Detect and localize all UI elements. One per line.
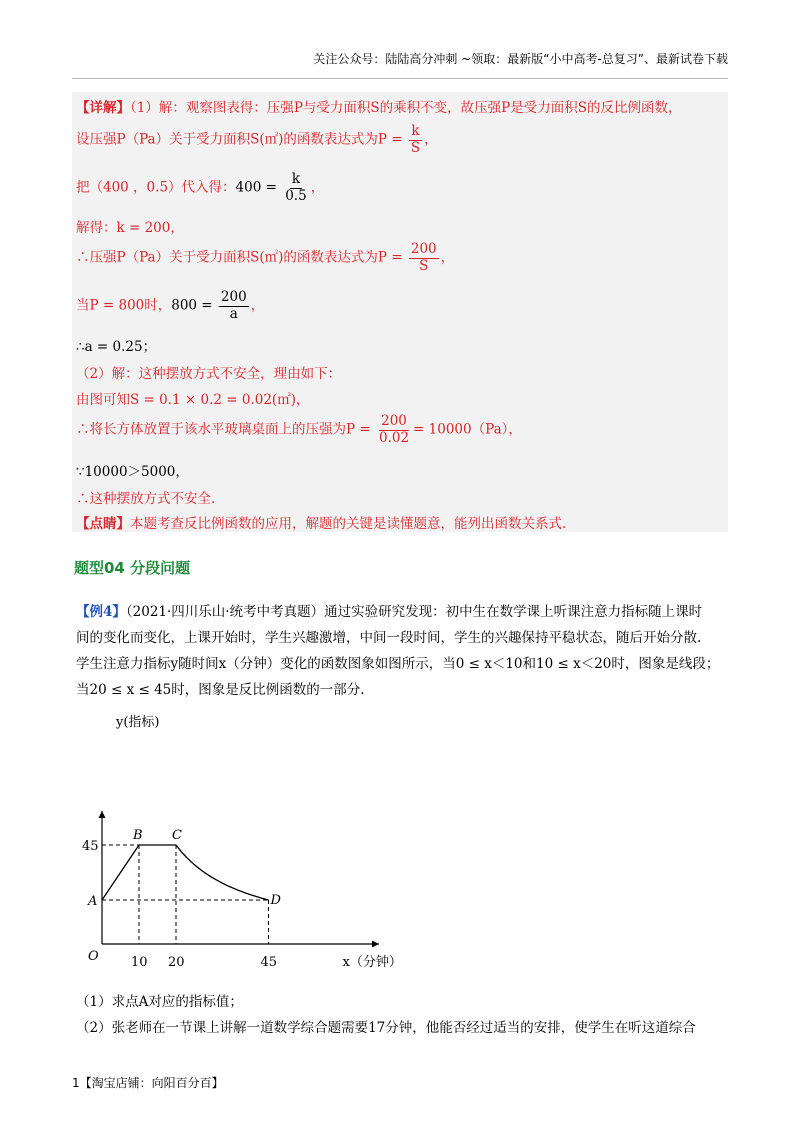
point-label-a: A [88, 894, 98, 909]
x-tick-20: 20 [168, 955, 185, 970]
l2-text: 设压强P（Pa）关于受力面积S(㎡)的函数表达式为P = [76, 131, 403, 148]
x-axis-label: x（分钟） [342, 955, 402, 970]
point-label-c: C [172, 828, 182, 843]
frac-num: 200 [410, 241, 437, 257]
l3-text: 把（400 ，0.5）代入得： [76, 179, 236, 196]
solution-line-8: （2）解：这种摆放方式不安全，理由如下： [76, 366, 342, 382]
curve-cd [176, 845, 269, 900]
fraction-k-over-05 [283, 172, 308, 204]
l5-end: ， [440, 249, 455, 266]
frac-den: 0.5 [285, 187, 307, 204]
question-1: （1）求点A对应的指标值； [76, 994, 243, 1010]
example-para-2: 间的变化而变化，上课开始时，学生兴趣激增，中间一段时间，学生的兴趣保持平稳状态，随后开始分散. [76, 630, 702, 646]
origin-label: O [88, 949, 99, 964]
point-label-d: D [270, 893, 281, 908]
l10-end: = 10000（Pa）， [413, 421, 522, 438]
solution-line-7: ∴a = 0.25； [76, 339, 157, 355]
frac-num: 200 [381, 413, 407, 429]
l3-end: ， [310, 179, 325, 196]
example-para-1 [76, 600, 702, 620]
fraction-200-over-a [219, 290, 249, 322]
solution-line-1 [76, 96, 682, 116]
frac-num: k [291, 171, 301, 187]
solution-line-4: 解得：k = 200， [76, 220, 184, 236]
solution-line-10 [76, 414, 522, 446]
solution-line-9: 由图可知S = 0.1 × 0.2 = 0.02(㎡)， [76, 392, 310, 408]
solution-line-6 [76, 290, 264, 322]
fraction-200-over-s [409, 242, 439, 274]
x-tick-45: 45 [260, 955, 278, 970]
function-graph [82, 712, 412, 980]
point-label-b: B [133, 828, 143, 843]
l2-end: ， [424, 131, 438, 148]
l5-text: ∴压强P（Pa）关于受力面积S(㎡)的函数表达式为P = [76, 249, 403, 266]
question-2: （2）张老师在一节课上讲解一道数学综合题需要17分钟，他能否经过适当的安排，使学生在听这道综合 [76, 1020, 696, 1036]
l10-text: ∴将长方体放置于该水平玻璃桌面上的压强为P = [76, 421, 371, 438]
y-axis-label: y(指标) [116, 715, 160, 730]
frac-den: 0.02 [378, 429, 410, 446]
chart-layer [82, 714, 402, 970]
solution-line-3 [76, 172, 324, 204]
solution-text-1: （1）解：观察图表得：压强P与受力面积S的乘积不变，故压强P是受力面积S的反比例函数， [130, 100, 682, 116]
detail-tag: 【详解】 [76, 100, 130, 116]
example-tag: 【例4】 [76, 604, 126, 620]
l6-end: ， [250, 297, 265, 314]
fraction-200-over-002 [377, 414, 411, 446]
remark-tag: 【点睛】 [76, 516, 130, 532]
segment-ab [102, 845, 139, 900]
l3-eq: 400 = [235, 179, 277, 196]
page-header: 关注公众号：陆陆高分冲刺 ~领取：最新版“小中高考-总复习”、最新试卷下载 [313, 52, 728, 66]
solution-line-13 [76, 512, 566, 532]
solution-line-2 [76, 124, 438, 156]
frac-den: S [419, 257, 429, 274]
l6-text: 当P = 800时， [76, 297, 172, 314]
frac-num: k [411, 123, 420, 139]
solution-line-12: ∴这种摆放方式不安全. [76, 491, 216, 507]
frac-den: S [410, 139, 421, 156]
l6-eq: 800 = [171, 297, 213, 314]
frac-den: a [229, 305, 238, 322]
remark-text: 本题考查反比例函数的应用，解题的关键是读懂题意，能列出函数关系式. [130, 516, 567, 532]
fraction-k-over-s [409, 124, 422, 156]
example-text-1: （2021·四川乐山·统考中考真题）通过实验研究发现：初中生在数学课上听课注意力指标随上课时 [125, 604, 703, 620]
section-title: 题型04 分段问题 [74, 559, 191, 577]
page-footer: 1【淘宝店铺：向阳百分百】 [72, 1076, 224, 1090]
example-para-4: 当20 ≤ x ≤ 45时，图象是反比例函数的一部分. [76, 682, 365, 698]
solution-line-5 [76, 242, 454, 274]
solution-line-11: ∵10000＞5000， [76, 464, 189, 480]
example-para-3: 学生注意力指标y随时间x（分钟）变化的函数图象如图所示，当0 ≤ x＜10和10 ≤ x＜20时，图象是线段； [76, 656, 720, 672]
x-tick-10: 10 [131, 955, 148, 970]
y-tick-45: 45 [82, 839, 99, 854]
frac-num: 200 [220, 289, 247, 305]
header-divider [72, 78, 728, 79]
